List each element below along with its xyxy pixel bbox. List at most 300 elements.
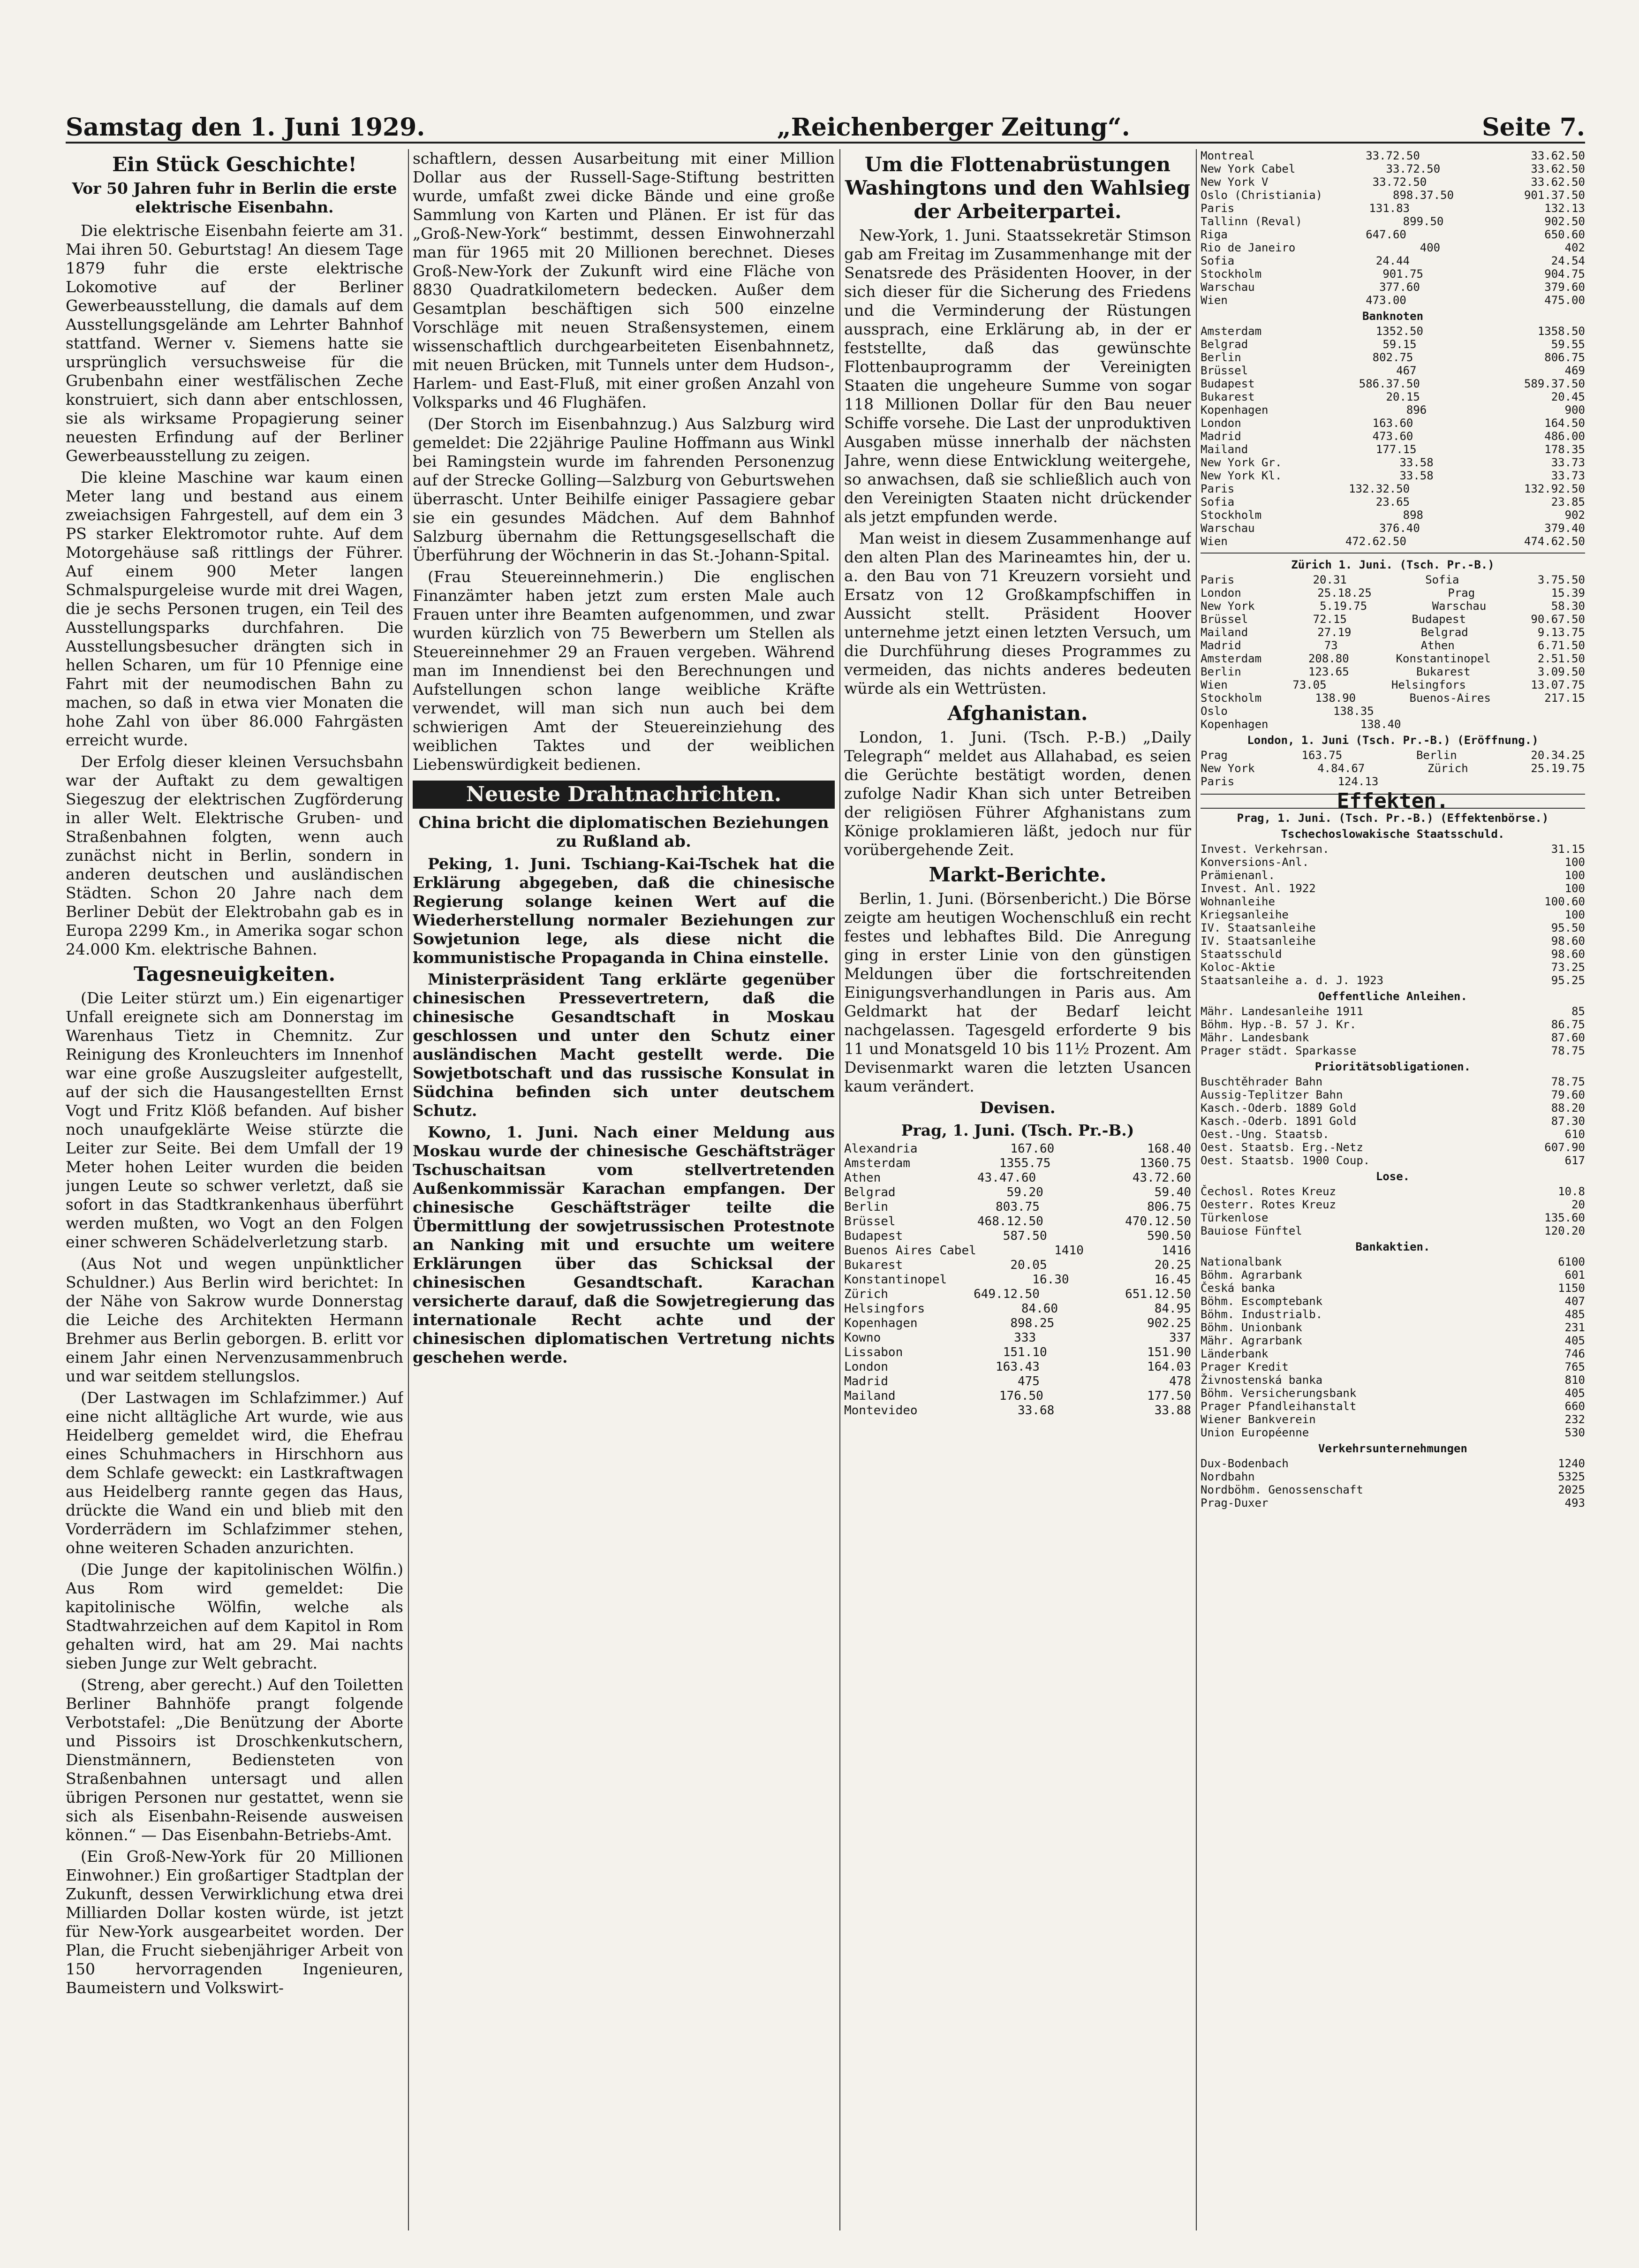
table-cell: 2.51.50 — [1537, 652, 1585, 665]
subsection-title: Prioritätsobligationen. — [1314, 1060, 1471, 1073]
table-row — [1201, 1347, 1585, 1360]
table-cell: 1410 — [1054, 1244, 1084, 1258]
table-cell: 43.72.60 — [1132, 1171, 1191, 1185]
table-row — [1201, 762, 1585, 775]
table-row — [844, 1360, 1191, 1374]
table-cell: 33.58 — [1399, 469, 1434, 482]
table-cell: New York Gr. — [1201, 456, 1282, 469]
table-cell: 33.88 — [1154, 1403, 1191, 1418]
table-cell: Belgrad — [1201, 338, 1248, 351]
table-cell: 132.92.50 — [1524, 482, 1585, 495]
table-row — [1201, 1141, 1585, 1154]
table-cell: 2025 — [1558, 1483, 1585, 1496]
table-cell: 474.62.50 — [1524, 535, 1585, 548]
table-cell: New York — [1201, 599, 1255, 613]
header-page-number: Seite 7. — [1482, 113, 1585, 142]
table-cell: 376.40 — [1379, 522, 1420, 535]
table-cell: 86.75 — [1551, 1018, 1585, 1031]
table-cell: Živnostenská banka — [1201, 1373, 1323, 1387]
table-cell: Invest. Anl. 1922 — [1201, 882, 1316, 895]
table-row — [844, 1345, 1191, 1360]
table-cell: 73.05 — [1292, 678, 1327, 691]
table-cell: Kopenhagen — [1201, 718, 1269, 731]
table-cell: 90.67.50 — [1531, 613, 1585, 626]
table-cell: 232 — [1564, 1413, 1585, 1426]
table-cell: 73 — [1324, 639, 1338, 652]
table-cell: 1150 — [1558, 1282, 1585, 1295]
table-row — [1201, 1211, 1585, 1224]
table-cell: London — [1201, 417, 1241, 430]
table-row — [1201, 842, 1585, 856]
table-row — [1201, 961, 1585, 974]
table-cell: Konstantinopel — [844, 1273, 947, 1287]
table-cell: Berlin — [1201, 351, 1241, 364]
table-row — [1201, 241, 1585, 254]
table-row — [1201, 1483, 1585, 1496]
table-cell: Wien — [1201, 678, 1228, 691]
table-row — [1201, 456, 1585, 469]
table-row — [1201, 443, 1585, 456]
table-cell: 6.71.50 — [1537, 639, 1585, 652]
table-cell: 898.37.50 — [1393, 189, 1454, 202]
table-row — [1201, 417, 1585, 430]
table-cell: Belgrad — [844, 1185, 896, 1199]
table-row — [1201, 626, 1585, 639]
table-row — [844, 1258, 1191, 1273]
table-cell: 33.62.50 — [1531, 175, 1585, 189]
page-header — [66, 109, 1585, 144]
table-cell: 469 — [1564, 364, 1585, 377]
table-row — [844, 1316, 1191, 1331]
table-cell: 896 — [1406, 403, 1427, 417]
table-row — [1201, 586, 1585, 599]
article-paragraph: Der Erfolg dieser kleinen Versuchsbahn war der Auftakt zu dem gewaltigen Siegeszug der elektrischen Zugförderung in aller Welt. Elektrische Gruben- und Straßenbahnen folgten, wenn auch zunächst nicht in Berlin, sondern in anderen deutschen und ausländischen Städten. Schon 20 Jahre nach dem Berliner Debüt der Elektrobahn gab es in Europa 2299 Km., in Amerika sogar schon 24.000 Km. elektrische Bahnen. — [66, 752, 403, 958]
banner-latest-news: Neueste Drahtnachrichten. — [413, 781, 835, 809]
table-cell: Böhm. Unionbank — [1201, 1321, 1302, 1334]
table-cell: 402 — [1564, 241, 1585, 254]
table-cell: Belgrad — [1420, 626, 1468, 639]
table-cell: 1360.75 — [1140, 1156, 1191, 1170]
table-cell: 33.72.50 — [1372, 175, 1427, 189]
table-row — [844, 1214, 1191, 1229]
table-row — [1201, 934, 1585, 948]
table-cell: 164.50 — [1544, 417, 1585, 430]
news-item: (Ein Groß-New-York für 20 Millionen Einwohner.) Ein großartiger Stadtplan der Zukunft, dessen Verwirklichung etwa drei Milliarden Dollar kosten würde, ist jetzt für New-York ausgearbeitet worden. Der Plan, die Frucht siebenjähriger Arbeit von 150 hervorragenden Ingenieuren, Baumeistern und Volkswirt- — [66, 1847, 403, 1997]
table-cell: 72.15 — [1313, 613, 1347, 626]
table-cell: 163.43 — [996, 1360, 1040, 1374]
subsection-title: Tschechoslowakische Staatsschuld. — [1281, 827, 1505, 841]
table-cell: Böhm. Industrialb. — [1201, 1308, 1323, 1321]
table-row — [1201, 1308, 1585, 1321]
table-cell: 33.68 — [1017, 1403, 1055, 1418]
table-row — [1201, 1268, 1585, 1282]
table-row — [1201, 202, 1585, 215]
table-cell: 377.60 — [1379, 281, 1420, 294]
table-cell: 87.30 — [1551, 1115, 1585, 1128]
table-cell: 73.25 — [1551, 961, 1585, 974]
table-caption: Prag, 1. Juni. (Tsch. Pr.-B.) (Effektenbörse.) — [1237, 812, 1549, 825]
table-cell: 901.75 — [1382, 267, 1424, 281]
table-cell: Prager Kredit — [1201, 1360, 1289, 1373]
table-row — [1201, 1282, 1585, 1295]
table-cell: 486.00 — [1544, 430, 1585, 443]
table-cell: Amsterdam — [844, 1156, 910, 1170]
table-cell: 898.25 — [1010, 1316, 1055, 1330]
table-cell: IV. Staatsanleihe — [1201, 921, 1316, 934]
table-row — [1201, 1426, 1585, 1439]
table-cell: Aussig-Teplitzer Bahn — [1201, 1088, 1343, 1101]
table-row — [1201, 215, 1585, 228]
table-cell: Athen — [844, 1171, 881, 1185]
table-row — [1201, 1115, 1585, 1128]
table-cell: 475.00 — [1544, 294, 1585, 307]
table-row — [1201, 1075, 1585, 1088]
table-cell: Amsterdam — [1201, 325, 1262, 338]
table-cell: 33.73 — [1551, 469, 1585, 482]
table-cell: Stockholm — [1201, 508, 1262, 522]
table-row — [1201, 1154, 1585, 1167]
table-cell: 617 — [1564, 1154, 1585, 1167]
table-cell: 98.60 — [1551, 934, 1585, 948]
table-cell: Buenos Aires Cabel — [844, 1244, 976, 1258]
table-cell: 20.05 — [1010, 1258, 1047, 1272]
table-cell: Wohnanleihe — [1201, 895, 1275, 908]
table-cell: Wiener Bankverein — [1201, 1413, 1316, 1426]
table-cell: Alexandria — [844, 1142, 918, 1156]
table-cell: 660 — [1564, 1400, 1585, 1413]
table-cell: Čechosl. Rotes Kreuz — [1201, 1185, 1336, 1198]
table-row — [1201, 749, 1585, 762]
table-row — [1201, 665, 1585, 678]
news-item: (Frau Steuereinnehmerin.) Die englischen Finanzämter haben jetzt zum ersten Male auch Frauen unter ihre Beamten aufgenommen, und zwar wurden kürzlich von 75 Bewerbern um Stellen als Steuereinnehmer 29 an Frauen vergeben. Während man im Innendienst bei den Berechnungen und Aufstellungen schon lange weibliche Kräfte verwendet, will man sich nun auch bei dem schwierigen Amt der Steuereinziehung des weiblichen Taktes und der weiblichen Liebenswürdigkeit bedienen. — [413, 568, 835, 774]
lose-table — [1201, 1185, 1585, 1237]
table-cell: 24.54 — [1551, 254, 1585, 267]
table-cell: Budapest — [1412, 613, 1466, 626]
table-cell: 176.50 — [999, 1389, 1043, 1403]
table-cell: 649.12.50 — [974, 1287, 1040, 1301]
table-cell: 803.75 — [996, 1200, 1040, 1214]
table-row — [1201, 1400, 1585, 1413]
table-row — [1201, 1457, 1585, 1470]
table-cell: 470.12.50 — [1125, 1214, 1191, 1229]
table-cell: Montevideo — [844, 1403, 918, 1418]
news-item: (Die Leiter stürzt um.) Ein eigenartiger Unfall ereignete sich am Donnerstag im Warenhaus Tietz in Chemnitz. Zur Reinigung des Kronleuchters im Innenhof war eine große Auszugsleiter aufgestellt, auf der sich die Hausangestellten Ernst Vogt und Fritz Klöß befanden. Auf bisher noch unaufgeklärte Weise stürzte die Leiter zur Seite. Bei dem Umfall der 19 Meter hohen Leiter wurden die beiden jungen Leute so schwer verletzt, daß sie sofort in das Stadtkrankenhaus überführt werden mußten, wo Vogt an den Folgen einer schweren Schädelverletzung starb. — [66, 989, 403, 1251]
table-cell: Kasch.-Oderb. 1889 Gold — [1201, 1101, 1357, 1115]
table-row — [1201, 189, 1585, 202]
table-row — [844, 1273, 1191, 1287]
table-row — [1201, 535, 1585, 548]
table-cell: 607.90 — [1544, 1141, 1585, 1154]
table-cell: 95.50 — [1551, 921, 1585, 934]
table-cell: 13.07.75 — [1531, 678, 1585, 691]
table-cell: 33.72.50 — [1386, 162, 1441, 175]
table-row — [1201, 1255, 1585, 1268]
table-cell: 1352.50 — [1375, 325, 1424, 338]
table-cell: 746 — [1564, 1347, 1585, 1360]
table-row — [1201, 1031, 1585, 1044]
table-cell: New York V — [1201, 175, 1269, 189]
table-cell: Türkenlose — [1201, 1211, 1269, 1224]
table-cell: 405 — [1564, 1334, 1585, 1347]
table-cell: 100 — [1564, 908, 1585, 921]
table-row — [1201, 149, 1585, 162]
article-title: Um die Flottenabrüstungen Washingtons und den Wahlsieg der Arbeiterpartei. — [845, 153, 1191, 223]
header-date: Samstag den 1. Juni 1929. — [66, 113, 425, 142]
table-cell: Prag — [1201, 749, 1228, 762]
table-cell: 20.34.25 — [1531, 749, 1585, 762]
table-row — [1201, 390, 1585, 403]
article-paragraph: Die kleine Maschine war kaum einen Meter lang und bestand aus einem zweiachsigen Fahrgestell, auf dem ein 3 PS starker Elektromotor ruhte. Auf dem Motorgehäuse saß rittlings der Führer. Auf einem 900 Meter langen Schmalspurgeleise wurde mit drei Wagen, die je sechs Personen trugen, ein Teil des Ausstellungsparks durchfahren. Die Ausstellungsbesucher drängten sich in hellen Scharen, um für 10 Pfennige eine Fahrt mit der neumodischen Bahn zu machen, so daß in etwa vier Monaten die hohe Zahl von über 86.000 Fahrgästen erreicht wurde. — [66, 468, 403, 749]
table-row — [1201, 469, 1585, 482]
table-row — [1201, 1185, 1585, 1198]
table-cell: 132.13 — [1544, 202, 1585, 215]
table-row — [844, 1156, 1191, 1171]
table-row — [1201, 1101, 1585, 1115]
table-cell: 78.75 — [1551, 1075, 1585, 1088]
section-title-market: Markt-Berichte. — [929, 863, 1107, 886]
table-row — [1201, 652, 1585, 665]
table-row — [1201, 895, 1585, 908]
table-cell: 58.30 — [1551, 599, 1585, 613]
table-row — [1201, 1334, 1585, 1347]
table-cell: Prager Pfandleihanstalt — [1201, 1400, 1357, 1413]
table-cell: 59.40 — [1154, 1185, 1191, 1199]
table-cell: Länderbank — [1201, 1347, 1269, 1360]
table-cell: Konstantinopel — [1396, 652, 1491, 665]
table-cell: 20.25 — [1154, 1258, 1191, 1272]
zurich-table — [1201, 573, 1585, 731]
table-cell: Mähr. Landesbank — [1201, 1031, 1309, 1044]
table-cell: 135.60 — [1544, 1211, 1585, 1224]
section-title-devisen: Devisen. — [980, 1099, 1056, 1117]
table-cell: 20 — [1571, 1198, 1585, 1211]
table-row — [1201, 294, 1585, 307]
table-cell: 31.15 — [1551, 842, 1585, 856]
table-cell: 33.72.50 — [1366, 149, 1420, 162]
table-cell: 765 — [1564, 1360, 1585, 1373]
table-cell: 400 — [1420, 241, 1441, 254]
table-cell: 1358.50 — [1537, 325, 1585, 338]
table-row — [1201, 775, 1585, 788]
table-cell: 100 — [1564, 856, 1585, 869]
table-row — [1201, 974, 1585, 987]
table-row — [1201, 1413, 1585, 1426]
table-cell: Oslo (Christiania) — [1201, 189, 1323, 202]
table-caption: Zürich 1. Juni. (Tsch. Pr.-B.) — [1291, 558, 1495, 571]
table-cell: Berlin — [844, 1200, 888, 1214]
article-paragraph: New-York, 1. Juni. Staatssekretär Stimson gab am Freitag im Zusammenhange mit der Senatsrede des Präsidenten Hoover, in der sich dieser für die Sicherung des Friedens und die Verminderung der Rüstungen aussprach, eine Erklärung ab, in der er feststellte, daß das gewünschte Flottenbauprogramm der Vereinigten Staaten die ungeheure Summe von sogar 118 Millionen Dollar für den Bau neuer Schiffe vorsehe. Die Last der unproduktiven Ausgaben müsse innerhalb der nächsten Jahre, wenn diese Entwicklung weitergehe, so anwachsen, daß sie schließlich auch von den Vereinigten Staaten nicht drückender als jetzt empfunden werde. — [844, 226, 1191, 526]
table-cell: 85 — [1571, 1005, 1585, 1018]
table-cell: Oest. Staatsb. 1900 Coup. — [1201, 1154, 1370, 1167]
table-cell: Athen — [1420, 639, 1455, 652]
table-row — [1201, 1470, 1585, 1483]
table-cell: Staatsanleihe a. d. J. 1923 — [1201, 974, 1384, 987]
news-item: (Der Lastwagen im Schlafzimmer.) Auf eine nicht alltägliche Art wurde, wie aus Heidelberg gemeldet wird, die Ehefrau eines Schuhmachers in Hirschhorn aus dem Schlafe geweckt: ein Lastkraftwagen aus Heidelberg rannte gegen das Haus, drückte die Wand ein und blieb mit den Vorderrädern im Schlafzimmer stehen, ohne weiteren Schaden anzurichten. — [66, 1388, 403, 1557]
table-row — [1201, 678, 1585, 691]
table-cell: 589.37.50 — [1524, 377, 1585, 390]
table-row — [844, 1244, 1191, 1258]
table-cell: Helsingfors — [844, 1302, 925, 1316]
table-row — [844, 1200, 1191, 1214]
table-row — [1201, 1496, 1585, 1509]
table-cell: Staatsschuld — [1201, 948, 1282, 961]
table-cell: 138.90 — [1315, 691, 1356, 705]
table-cell: 379.40 — [1544, 522, 1585, 535]
table-cell: 84.95 — [1154, 1302, 1191, 1316]
table-cell: 24.44 — [1375, 254, 1410, 267]
table-cell: Mähr. Landesanleihe 1911 — [1201, 1005, 1363, 1018]
table-cell: 5.19.75 — [1320, 599, 1367, 613]
table-row — [844, 1302, 1191, 1316]
table-row — [1201, 1295, 1585, 1308]
table-cell: Budapest — [844, 1229, 903, 1243]
section-title-banknoten: Banknoten — [1362, 310, 1424, 323]
table-row — [844, 1403, 1191, 1418]
subsection-title: Oeffentliche Anleihen. — [1318, 990, 1467, 1003]
table-cell: 647.60 — [1366, 228, 1406, 241]
table-cell: New York Cabel — [1201, 162, 1296, 175]
table-cell: 337 — [1169, 1331, 1191, 1345]
column-rule — [1196, 149, 1197, 2230]
table-cell: 16.45 — [1154, 1273, 1191, 1287]
table-row — [1201, 1360, 1585, 1373]
table-cell: 9.13.75 — [1537, 626, 1585, 639]
table-cell: Paris — [1201, 775, 1235, 788]
article-paragraph: Berlin, 1. Juni. (Börsenbericht.) Die Börse zeigte am heutigen Wochenschluß ein recht festes und lebhaftes Bild. Die Anregung ging in erster Linie von den günstigen Meldungen über die fortschreitenden Einigungsverhandlungen in Paris aus. Am Geldmarkt hat der Bedarf leicht nachgelassen. Tagesgeld erforderte 9 bis 11 und Monatsgeld 10 bis 11½ Prozent. Am Devisenmarkt waren die letzten Usancen kaum verändert. — [844, 889, 1191, 1095]
column-1 — [66, 149, 403, 2230]
table-cell: 138.35 — [1333, 705, 1374, 718]
table-row — [1201, 364, 1585, 377]
table-cell: Böhm. Escomptebank — [1201, 1295, 1323, 1308]
table-cell: Kriegsanleihe — [1201, 908, 1289, 921]
table-cell: 900 — [1564, 403, 1585, 417]
table-row — [1201, 921, 1585, 934]
article-paragraph: London, 1. Juni. (Tsch. P.-B.) „Daily Telegraph“ meldet aus Allahabad, es seien die Gerüchte bestätigt worden, denen zufolge Nadir Khan sich unter Betreiben der religiösen Führer Afghanistans zum Könige proklamieren läßt, jedoch nur für vorübergehende Zeit. — [844, 728, 1191, 859]
table-row — [1201, 856, 1585, 869]
table-cell: 899.50 — [1403, 215, 1444, 228]
table-cell: Amsterdam — [1201, 652, 1262, 665]
table-cell: 164.03 — [1147, 1360, 1191, 1374]
verkehr-table — [1201, 1457, 1585, 1509]
table-cell: 163.60 — [1372, 417, 1413, 430]
table-cell: 4.84.67 — [1317, 762, 1365, 775]
news-item: (Streng, aber gerecht.) Auf den Toiletten Berliner Bahnhöfe prangt folgende Verbotstafel: „Die Benützung der Aborte und Pissoirs ist Droschkenkutschern, Dienstmännern, Bediensteten von Straßenbahnen untersagt und allen übrigen Personen nur gestattet, wenn sie sich als Eisenbahn-Reisende ausweisen können.“ — Das Eisenbahn-Betriebs-Amt. — [66, 1676, 403, 1844]
table-cell: 33.62.50 — [1531, 149, 1585, 162]
article-paragraph: Peking, 1. Juni. Tschiang-Kai-Tschek hat die Erklärung abgegeben, daß die chinesische Regierung solange keinen Wert auf die Wiederherstellung normaler Beziehungen zur Sowjetunion lege, als diese nicht die kommunistische Propaganda in China einstelle. — [413, 855, 835, 967]
table-cell: 217.15 — [1544, 691, 1585, 705]
table-cell: 20.45 — [1551, 390, 1585, 403]
table-cell: Prag-Duxer — [1201, 1496, 1269, 1509]
table-cell: 25.19.75 — [1531, 762, 1585, 775]
table-cell: Montreal — [1201, 149, 1255, 162]
table-cell: Stockholm — [1201, 691, 1262, 705]
news-item: (Aus Not und wegen unpünktlicher Schuldner.) Aus Berlin wird berichtet: In der Nähe von Sakrow wurde Donnerstag die Leiche des Architekten Hermann Brehmer aus Berlin geborgen. B. erlitt vor einem Jahr einen Nervenzusammenbruch und war seitdem stellungslos. — [66, 1254, 403, 1385]
table-cell: 806.75 — [1147, 1200, 1191, 1214]
table-row — [1201, 175, 1585, 189]
column-3 — [844, 149, 1191, 2230]
table-row — [1201, 1005, 1585, 1018]
rates-table — [1201, 149, 1585, 307]
table-row — [1201, 1373, 1585, 1387]
table-cell: Riga — [1201, 228, 1228, 241]
table-cell: Oest. Staatsb. Erg.-Netz — [1201, 1141, 1363, 1154]
table-row — [1201, 403, 1585, 417]
table-cell: Paris — [1201, 482, 1235, 495]
table-cell: 151.90 — [1147, 1345, 1191, 1359]
article-paragraph: Kowno, 1. Juni. Nach einer Meldung aus Moskau wurde der chinesische Geschäftsträger Tschuschaitsan vom stellvertretenden Außenkommissär Karachan empfangen. Der chinesische Geschäftsträger teilte die Übermittlung der sowjetrussischen Protestnote an Nanking mit und ersuchte um weitere Erklärungen über das Schicksal der chinesischen Gesandtschaft. Karachan versicherte darauf, daß die Sowjetregierung das internationale Recht achte und der chinesischen diplomatischen Vertretung nichts geschehen werde. — [413, 1123, 835, 1366]
table-cell: 902.50 — [1544, 215, 1585, 228]
table-cell: Madrid — [1201, 430, 1241, 443]
table-cell: 3.75.50 — [1537, 573, 1585, 586]
table-row — [1201, 508, 1585, 522]
table-cell: London — [844, 1360, 888, 1374]
table-cell: Buenos-Aires — [1409, 691, 1491, 705]
table-row — [1201, 573, 1585, 586]
table-cell: 802.75 — [1372, 351, 1413, 364]
table-cell: Prämienanl. — [1201, 869, 1275, 882]
table-cell: 43.47.60 — [977, 1171, 1036, 1185]
table-cell: Prager städt. Sparkasse — [1201, 1044, 1357, 1057]
article-subtitle: Vor 50 Jahren fuhr in Berlin die erste elektrische Eisenbahn. — [72, 179, 397, 216]
table-row — [844, 1171, 1191, 1185]
table-cell: Böhm. Versicherungsbank — [1201, 1387, 1357, 1400]
table-cell: 467 — [1396, 364, 1417, 377]
table-row — [1201, 691, 1585, 705]
table-row — [844, 1185, 1191, 1200]
table-cell: Paris — [1201, 202, 1235, 215]
table-cell: 231 — [1564, 1321, 1585, 1334]
table-cell: Brüssel — [844, 1214, 896, 1229]
table-cell: 901.37.50 — [1524, 189, 1585, 202]
table-cell: 167.60 — [1010, 1142, 1055, 1156]
table-cell: 88.20 — [1551, 1101, 1585, 1115]
table-cell: 810 — [1564, 1373, 1585, 1387]
table-cell: 586.37.50 — [1359, 377, 1420, 390]
table-row — [1201, 1128, 1585, 1141]
table-cell: Berlin — [1416, 749, 1457, 762]
table-cell: Zürich — [1428, 762, 1468, 775]
table-cell: 478 — [1169, 1374, 1191, 1388]
table-cell: 493 — [1564, 1496, 1585, 1509]
table-cell: 79.60 — [1551, 1088, 1585, 1101]
table-row — [1201, 948, 1585, 961]
table-cell: 405 — [1564, 1387, 1585, 1400]
table-cell: Koloc-Aktie — [1201, 961, 1275, 974]
table-row — [844, 1287, 1191, 1302]
table-cell: Bukarest — [1201, 390, 1255, 403]
table-cell: 902.25 — [1147, 1316, 1191, 1330]
table-cell: 651.12.50 — [1125, 1287, 1191, 1301]
table-cell: 33.62.50 — [1531, 162, 1585, 175]
table-cell: 208.80 — [1308, 652, 1349, 665]
table-row — [1201, 718, 1585, 731]
table-row — [844, 1389, 1191, 1403]
table-cell: 20.31 — [1313, 573, 1347, 586]
article-paragraph: Man weist in diesem Zusammenhange auf den alten Plan des Marineamtes hin, der u. a. den Bau von 71 Kreuzern vorsieht und Ersatz von 12 Großkampfschiffen in Aussicht stellt. Präsident Hoover unternehme jetzt einen letzten Versuch, um die Durchführung dieses Programmes zu vermeiden, das nichts anderes bedeuten würde als ein Wettrüsten. — [844, 529, 1191, 698]
table-cell: 601 — [1564, 1268, 1585, 1282]
table-cell: Brüssel — [1201, 613, 1248, 626]
table-cell: 473.00 — [1366, 294, 1406, 307]
table-cell: 1240 — [1558, 1457, 1585, 1470]
table-cell: 95.25 — [1551, 974, 1585, 987]
table-cell: 1355.75 — [999, 1156, 1051, 1170]
table-cell: 33.73 — [1551, 456, 1585, 469]
prior-table — [1201, 1075, 1585, 1167]
devisen-table — [844, 1142, 1191, 1418]
table-cell: Mailand — [1201, 626, 1248, 639]
table-cell: Berlin — [1201, 665, 1241, 678]
table-cell: 23.85 — [1551, 495, 1585, 508]
